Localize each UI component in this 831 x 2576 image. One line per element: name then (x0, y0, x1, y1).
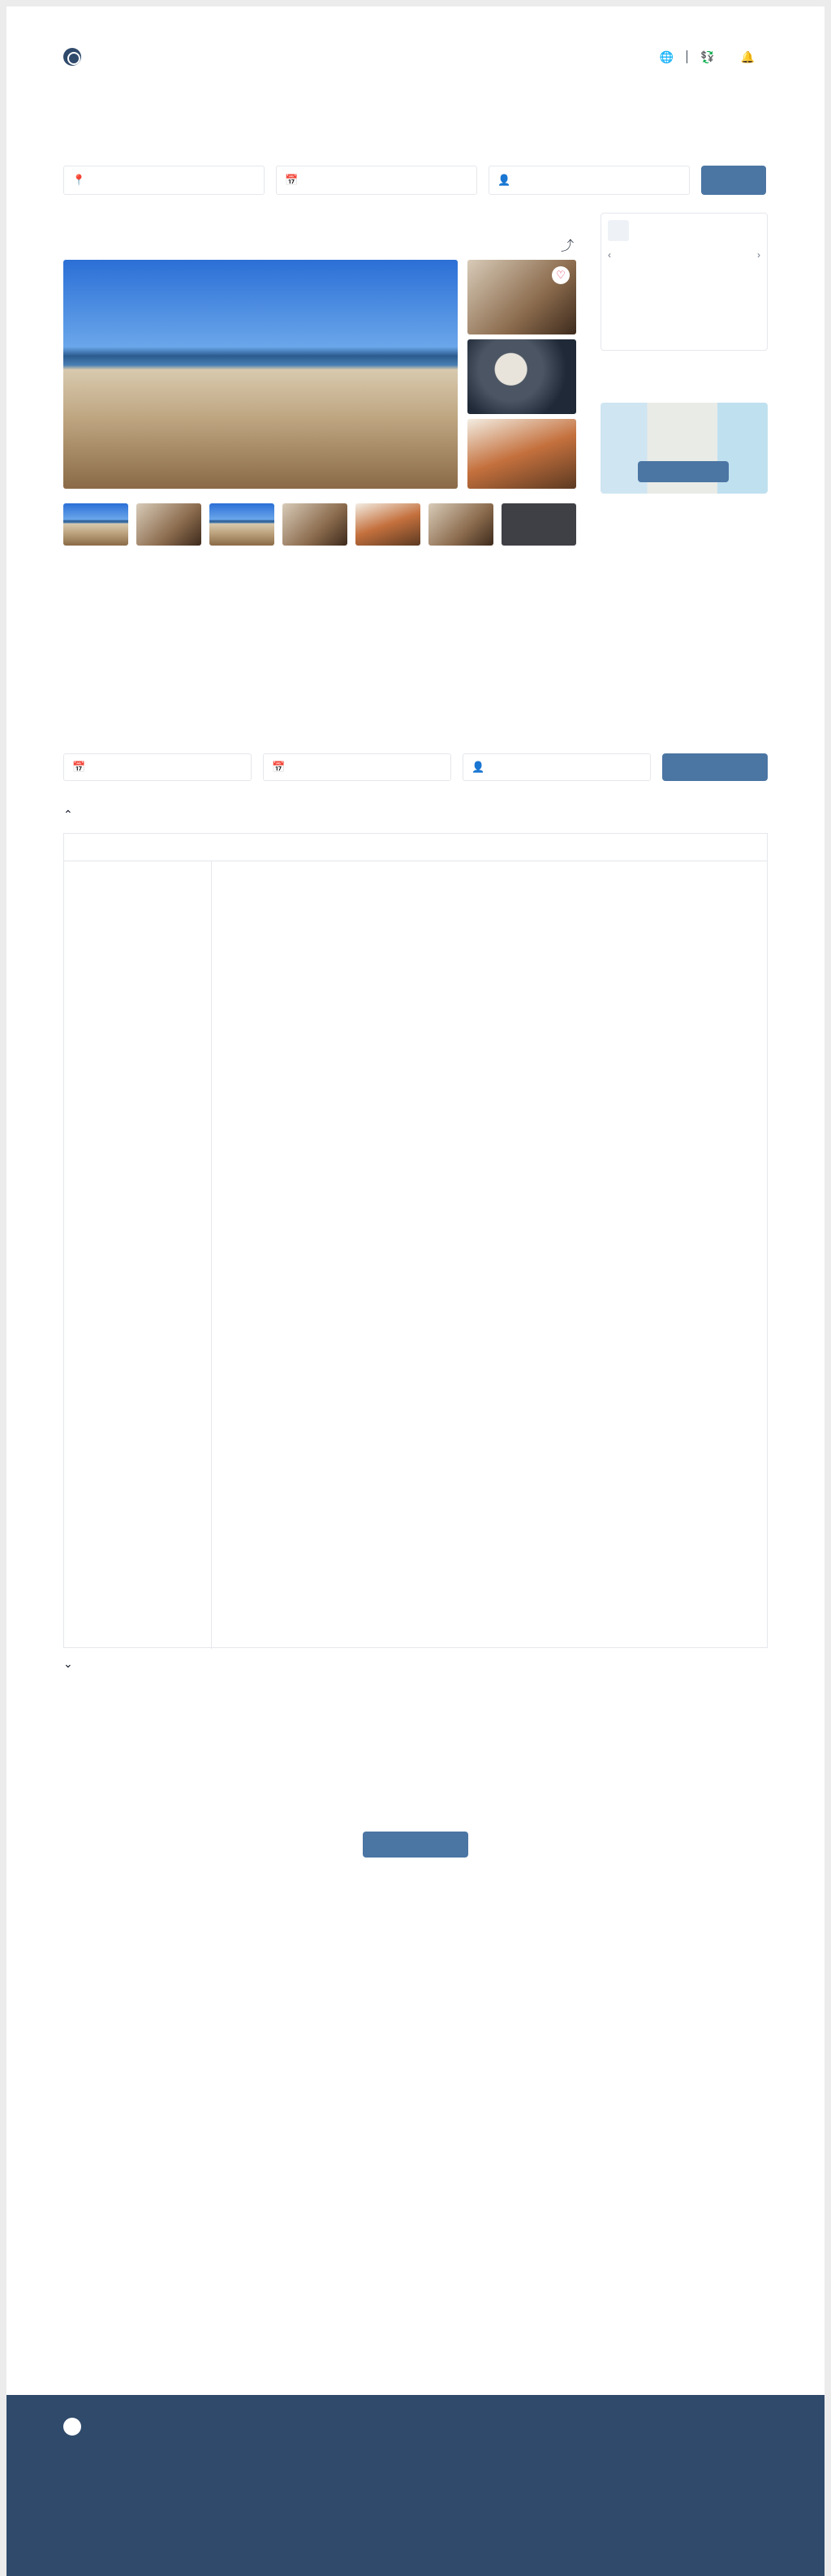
checkin-input[interactable] (63, 753, 252, 781)
rooms-table (63, 833, 768, 1648)
change-search-button[interactable] (662, 753, 768, 781)
nav-tabs (63, 128, 768, 135)
main-information (64, 861, 212, 1649)
dates-input[interactable] (276, 166, 477, 195)
thumb-5[interactable] (355, 503, 420, 546)
next-arrow-icon[interactable]: › (757, 249, 760, 261)
search-button[interactable] (701, 166, 766, 195)
review-card (601, 213, 768, 351)
checkout-input[interactable] (263, 753, 451, 781)
thumb-1[interactable] (63, 503, 128, 546)
ask-question-button[interactable] (363, 1832, 468, 1858)
header (63, 45, 768, 68)
chevron-up-icon: ⌃ (63, 808, 73, 821)
pin-icon: 📍 (72, 174, 86, 186)
brand-logo[interactable] (63, 48, 88, 66)
room-type-2-header[interactable] (63, 1655, 768, 1672)
globe-icon (63, 48, 81, 66)
room-type-header[interactable] (63, 805, 768, 823)
calendar-icon: 📅 (272, 761, 286, 773)
person-icon: 👤 (471, 761, 485, 773)
calendar-icon: 📅 (285, 174, 299, 186)
more-photos-button[interactable] (502, 503, 576, 546)
footer (6, 2395, 825, 2576)
review-score (608, 220, 629, 241)
share-icon[interactable]: ⤴ (561, 239, 575, 253)
thumb-4[interactable] (282, 503, 347, 546)
currency-selector[interactable]: 💱 (700, 50, 715, 63)
photo-2[interactable] (467, 260, 576, 334)
main-photo[interactable] (63, 260, 458, 489)
table-header (64, 834, 767, 861)
search-bar (63, 166, 768, 195)
heart-icon[interactable]: ♡ (552, 266, 570, 284)
view-on-map-button[interactable] (638, 461, 729, 482)
calendar-icon: 📅 (72, 761, 86, 773)
globe-icon (63, 2418, 81, 2436)
thumb-6[interactable] (428, 503, 493, 546)
person-icon: 👤 (497, 174, 511, 186)
area-map[interactable] (601, 403, 768, 494)
thumb-3[interactable] (209, 503, 274, 546)
thumb-2[interactable] (136, 503, 201, 546)
location-input[interactable] (63, 166, 265, 195)
room-guests-input[interactable] (463, 753, 651, 781)
ask-section (63, 1797, 768, 1846)
photo-4[interactable] (467, 419, 576, 489)
prev-arrow-icon[interactable]: ‹ (608, 249, 611, 261)
language-selector[interactable]: 🌐 (659, 50, 674, 63)
bell-icon[interactable]: 🔔 (740, 50, 755, 63)
photo-3[interactable] (467, 339, 576, 414)
chevron-down-icon: ⌄ (63, 1657, 73, 1670)
room-search-bar (63, 753, 768, 781)
guests-input[interactable] (489, 166, 690, 195)
